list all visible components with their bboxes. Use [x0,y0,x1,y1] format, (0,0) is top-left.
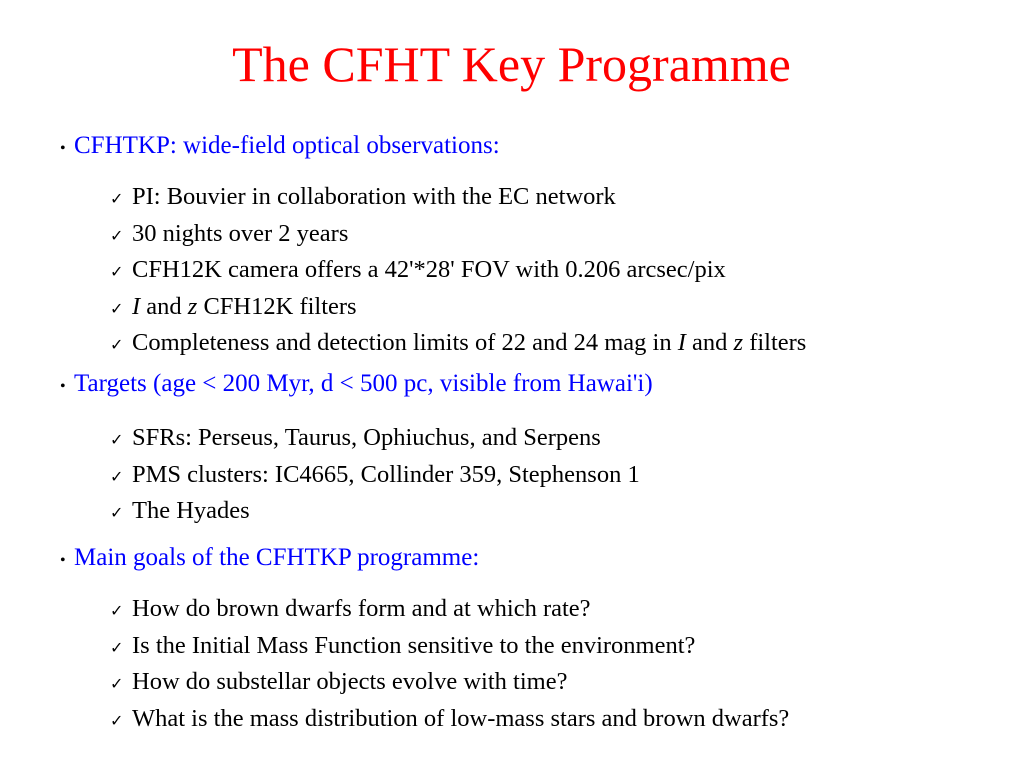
checkmark-icon: ✓ [110,710,124,730]
list-item-rest: CFH12K filters [203,292,357,320]
filter-z-label: z [187,292,198,320]
list-item [60,629,1010,666]
list-item [60,665,1010,702]
checkmark-icon: ✓ [110,189,124,208]
check-list [60,180,1010,363]
section-goals [60,543,1010,738]
checkmark-icon: ✓ [110,335,124,355]
bullet-icon: • [60,552,66,569]
section-heading-text: CFHTKP: wide-field optical observations: [74,132,500,159]
list-item-text: 30 nights over 2 years [132,219,349,247]
checkmark-icon: ✓ [110,262,124,282]
list-item [60,592,1010,629]
filter-i-label: I [677,329,686,357]
list-item [60,217,1010,254]
filter-i-label: I [132,292,141,320]
checkmark-icon: ✓ [110,430,124,449]
section-observations [60,131,1010,363]
checkmark-icon: ✓ [110,298,124,318]
slide-title: The CFHT Key Programme [232,36,791,92]
section-heading [60,369,1010,402]
list-item [60,702,1010,739]
section-heading-text: Main goals of the CFHTKP programme: [74,544,480,571]
section-heading [60,131,1010,164]
checkmark-icon: ✓ [110,503,124,523]
list-item-text [132,326,806,361]
list-item [60,253,1010,290]
checkmark-icon: ✓ [110,674,124,694]
list-item-pre: Completeness and detection limits of 22 and 24 mag in [132,329,672,357]
check-list [60,592,1010,738]
checkmark-icon: ✓ [110,637,124,657]
list-item-text [132,290,357,325]
list-item [60,494,1010,531]
bullet-icon: • [60,140,66,157]
list-item [60,458,1010,495]
bullet-icon: • [60,378,66,395]
checkmark-icon: ✓ [110,225,124,245]
list-item-text: PMS clusters: IC4665, Collinder 359, Stephenson 1 [132,460,640,488]
section-heading [60,543,1010,576]
list-item [60,421,1010,458]
conjunction: and [146,292,182,320]
list-item-text: PI: Bouvier in collaboration with the EC network [132,183,616,210]
list-item-text: SFRs: Perseus, Taurus, Ophiuchus, and Serpens [132,424,601,451]
section-heading-text: Targets (age < 200 Myr, d < 500 pc, visible from Hawai'i) [74,370,653,397]
list-item-text: How do substellar objects evolve with time? [132,668,568,696]
list-item [60,180,1010,217]
list-item-rest: filters [749,329,807,357]
list-item-text: CFH12K camera offers a 42'*28' FOV with 0.206 arcsec/pix [132,256,726,284]
check-list [60,421,1010,531]
list-item-text: The Hyades [132,497,250,525]
list-item [60,326,1010,363]
list-item-text: What is the mass distribution of low-mass stars and brown dwarfs? [132,704,790,732]
section-targets [60,369,1010,531]
list-item-text: Is the Initial Mass Function sensitive to the environment? [132,631,696,659]
list-item-text: How do brown dwarfs form and at which rate? [132,595,591,622]
conjunction: and [692,329,728,357]
checkmark-icon: ✓ [110,601,124,620]
list-item [60,290,1010,327]
filter-z-label: z [733,329,744,357]
checkmark-icon: ✓ [110,466,124,486]
